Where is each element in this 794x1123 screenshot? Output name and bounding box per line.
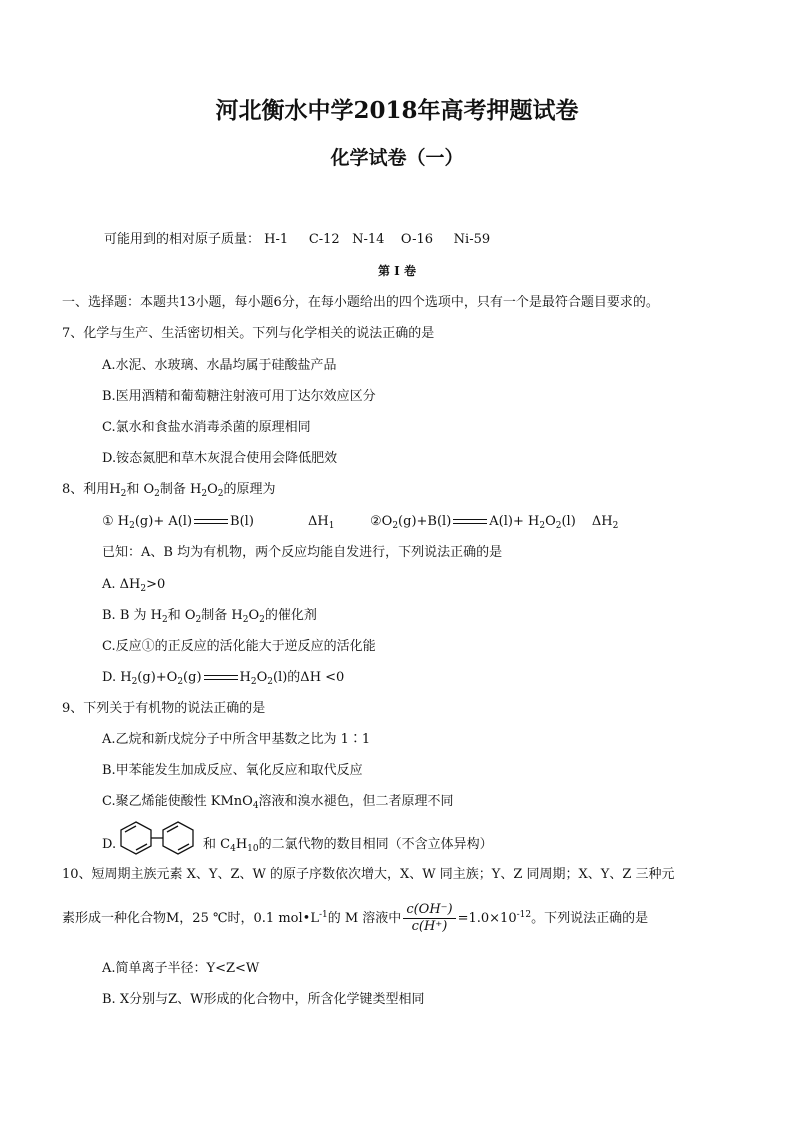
q8-known: 已知：A、B 均为有机物，两个反应均能自发进行，下列说法正确的是 bbox=[102, 545, 503, 560]
q9-option-c: C.聚乙烯能使酸性 KMnO$_4$溶液和溴水褪色，但二者原理不同 bbox=[102, 794, 454, 811]
q7-option-b: B.医用酒精和葡萄糖注射液可用丁达尔效应区分 bbox=[102, 389, 376, 404]
instructions: 一、选择题：本题共13小题，每小题6分，在每小题给出的四个选项中，只有一个是最符合题目要求的。 bbox=[62, 295, 659, 310]
biphenyl-structure-icon bbox=[114, 820, 200, 856]
q9-option-b: B.甲苯能发生加成反应、氧化反应和取代反应 bbox=[102, 763, 363, 778]
q7-option-d: D.铵态氮肥和草木灰混合使用会降低肥效 bbox=[102, 451, 338, 466]
q9-option-a: A.乙烷和新戊烷分子中所含甲基数之比为 1∶1 bbox=[102, 732, 371, 747]
q10-option-a: A.简单离子半径：Y<Z<W bbox=[102, 961, 260, 976]
q8-option-b: B. B 为 $H_2$和 $O_2$制备 $H_2O_2$的催化剂 bbox=[102, 608, 317, 625]
exam-title: 河北衡水中学2018年高考押题试卷 bbox=[215, 97, 579, 124]
q10-stem: 10、短周期主族元素 X、Y、Z、W 的原子序数依次增大，X、W 同主族；Y、Z 同周期；X、Y、Z 三种元 bbox=[62, 867, 675, 882]
q7-option-c: C.氯水和食盐水消毒杀菌的原理相同 bbox=[102, 420, 311, 435]
q9-stem: 9、下列关于有机物的说法正确的是 bbox=[62, 701, 266, 716]
q8-option-d: D. $H_2(g)+O_2(g)$ $H_2O_2(l)$的ΔH <0 bbox=[102, 670, 345, 687]
atomic-masses-line bbox=[104, 231, 490, 249]
q10-option-b: B. X分别与Z、W形成的化合物中，所含化学键类型相同 bbox=[102, 992, 425, 1007]
q9-option-d-text: 和 $C_4H_{10}$的二氯代物的数目相同（不含立体异构） bbox=[203, 837, 493, 854]
exam-subtitle: 化学试卷（一） bbox=[330, 147, 464, 169]
q7-stem: 7、化学与生产、生活密切相关。下列与化学相关的说法正确的是 bbox=[62, 326, 435, 341]
equilibrium-arrow-icon bbox=[194, 519, 228, 525]
equilibrium-arrow-icon bbox=[453, 519, 487, 525]
q7-option-a: A.水泥、水玻璃、水晶均属于硅酸盐产品 bbox=[102, 358, 337, 373]
section-label: 第 I 卷 bbox=[378, 264, 416, 278]
q8-reaction-2: $②O_2(g)+B(l)$ $A(l)+ H_2O_2(l)$ $\Delta H_2$ bbox=[370, 514, 619, 531]
hydroxide-hydrogen-ratio: $\frac{c(OH^-)}{c(H^+)}$ bbox=[403, 902, 455, 935]
equilibrium-arrow-icon bbox=[204, 675, 238, 681]
q9-option-d-label: D. bbox=[102, 837, 117, 852]
q8-option-a: A. $\Delta H_2>0$ bbox=[102, 577, 166, 594]
q10-line-2: 素形成一种化合物M，25 ℃时，0.1 $mol•L^{-1}$的 M 溶液中 $\frac{c(OH^-)}{c(H^+)}$ $=1.0\times 10^{-12}$。下列说法正确的是 bbox=[62, 902, 649, 934]
q8-option-c: C.反应①的正反应的活化能大于逆反应的活化能 bbox=[102, 639, 376, 654]
q8-reaction-1: ① $H_2(g)+ A(l)$ B(l) bbox=[102, 514, 254, 531]
atomic-masses-label: 可能用到的相对原子质量： bbox=[104, 232, 261, 247]
q8-dh1: $\Delta H_1$ bbox=[308, 514, 335, 531]
q8-stem: 8、利用$H_2$和 $O_2$制备 $H_2O_2$的原理为 bbox=[62, 482, 276, 499]
atomic-masses-values: H-1 C-12 N-14 O-16 Ni-59 bbox=[264, 232, 491, 247]
